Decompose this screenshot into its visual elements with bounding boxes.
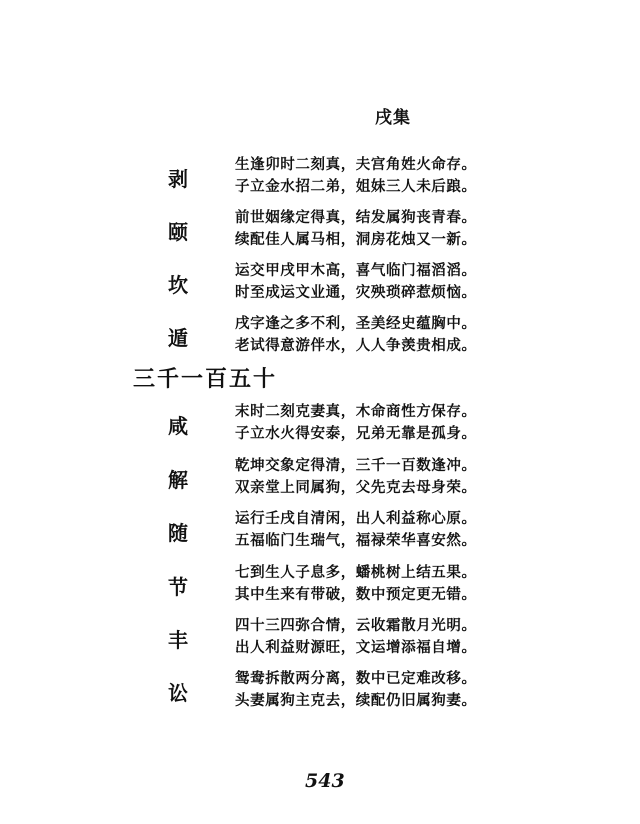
running-header: 戌集	[375, 108, 411, 128]
gua-name: 解	[168, 468, 188, 492]
verse-line: 鸳鸯拆散两分离，数中已定难改移。	[235, 670, 477, 687]
gua-entry	[0, 206, 640, 250]
gua-entry	[0, 614, 640, 658]
verse-line: 双亲堂上同属狗，父先克去母身荣。	[235, 479, 477, 496]
gua-entry	[0, 153, 640, 197]
verse-line: 生逢卯时二刻真，夫宫角姓火命存。	[235, 156, 477, 173]
verse-line: 其中生来有带破，数中预定更无错。	[235, 586, 477, 603]
verse-line: 头妻属狗主克去，续配仍旧属狗妻。	[235, 692, 477, 709]
gua-name: 颐	[168, 220, 188, 244]
verse-line: 子立水火得安泰，兄弟无靠是孤身。	[235, 425, 477, 442]
verse-line: 运行壬戌自清闲，出人利益称心原。	[235, 510, 477, 527]
gua-name: 坎	[168, 273, 188, 297]
verse-line: 老试得意游伴水，人人争羡贵相成。	[235, 337, 477, 354]
verse-line: 戌字逢之多不利，圣美经史蕴胸中。	[235, 315, 477, 332]
gua-entry	[0, 561, 640, 605]
gua-entry	[0, 454, 640, 498]
gua-name: 咸	[168, 414, 188, 438]
gua-name: 剥	[168, 167, 188, 191]
section-heading: 三千一百五十	[133, 366, 278, 392]
gua-name: 节	[168, 575, 188, 599]
verse-line: 出人利益财源旺，文运增添福自增。	[235, 639, 477, 656]
verse-line: 续配佳人属马相，洞房花烛又一新。	[235, 231, 477, 248]
gua-entry	[0, 667, 640, 711]
gua-entry	[0, 507, 640, 551]
verse-line: 七到生人子息多，蟠桃树上结五果。	[235, 564, 477, 581]
verse-line: 子立金水招二弟，姐妹三人未后踉。	[235, 178, 477, 195]
gua-name: 随	[168, 521, 188, 545]
page-number: 543	[305, 770, 345, 792]
verse-line: 乾坤交象定得清，三千一百数逢冲。	[235, 457, 477, 474]
verse-line: 四十三四弥合情，云收霜散月光明。	[235, 617, 477, 634]
verse-line: 五福临门生瑞气，福禄荣华喜安然。	[235, 532, 477, 549]
gua-entry	[0, 400, 640, 444]
gua-name: 遁	[168, 326, 188, 350]
verse-line: 末时二刻克妻真，木命商性方保存。	[235, 403, 477, 420]
gua-name: 讼	[168, 681, 188, 705]
verse-line: 前世姻缘定得真，结发属狗丧青春。	[235, 209, 477, 226]
gua-name: 丰	[168, 628, 188, 652]
verse-line: 时至成运文业通，灾殃琐碎惹烦恼。	[235, 284, 477, 301]
verse-line: 运交甲戌甲木高，喜气临门福滔滔。	[235, 262, 477, 279]
gua-entry	[0, 312, 640, 356]
gua-entry	[0, 259, 640, 303]
